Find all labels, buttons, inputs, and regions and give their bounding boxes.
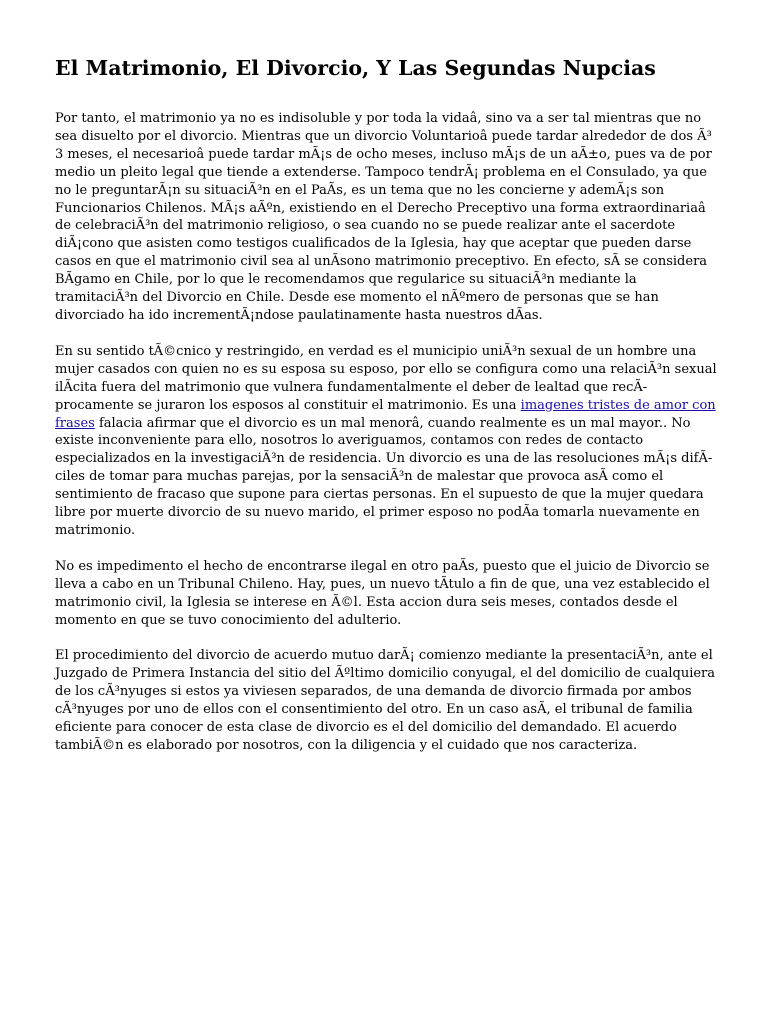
paragraph-2-before: En su sentido tÃ©cnico y restringido, en verdad es el municipio uniÃ³n sexual de un hombre una mujer casados con quien no es su esposa su esposo, por ello se configura como una relaciÃ³n sexual ilÃcita fuera del matrimonio que vulnera fundamentalmente el deber de lealtad que recÃprocamente se juraron los esposos al constituir el matrimonio. Es una [55,343,717,413]
document-page [55,52,717,773]
paragraph-3: No es impedimento el hecho de encontrarse ilegal en otro paÃs, puesto que el juicio de Divorcio se lleva a cabo en un Tribunal Chileno. Hay, pues, un nuevo tÃtulo a fin de que, una vez establecido el matrimonio civil, la Iglesia se interese en Ã©l. Esta accion dura seis meses, contados desde el momento en que se tuvo conocimiento del adulterio. [55,558,710,628]
paragraph-2 [55,343,717,540]
document-title: El Matrimonio, El Divorcio, Y Las Segundas Nupcias [55,56,656,80]
paragraph-1: Por tanto, el matrimonio ya no es indisoluble y por toda la vidaâ, sino va a ser tal mientras que no sea disuelto por el divorcio. Mientras que un divorcio Voluntarioâ puede tardar alrededor de dos Ã³ 3 meses, el necesarioâ puede tardar mÃ¡s de ocho meses, incluso mÃ¡s de un aÃ±o, pues va de por medio un pleito legal que tiende a extenderse. Tampoco tendrÃ¡ problema en el Consulado, ya que no le preguntarÃ¡n su situaciÃ³n en el PaÃs, es un tema que no les concierne y ademÃ¡s son Funcionarios Chilenos. MÃ¡s aÃºn, existiendo en el Derecho Preceptivo una forma extraordinariaâ de celebraciÃ³n del matrimonio religioso, o sea cuando no se puede realizar ante el sacerdote diÃ¡cono que asisten como testigos cualificados de la Iglesia, hay que aceptar que pueden darse casos en que el matrimonio civil sea al unÃsono matrimonio preceptivo. En efecto, sÃ se considera BÃgamo en Chile, por lo que le recomendamos que regularice su situaciÃ³n mediante la tramitaciÃ³n del Divorcio en Chile. Desde ese momento el nÃºmero de personas que se han divorciado ha ido incrementÃ¡ndose paulatinamente hasta nuestros dÃas. [55,111,712,323]
paragraph-2-after: falacia afirmar que el divorcio es un mal menorâ, cuando realmente es un mal mayor.. No existe inconveniente para ello, nosotros lo averiguamos, contamos con redes de contacto especializados en la investigaciÃ³n de residencia. Un divorcio es una de las resoluciones mÃ¡s difÃciles de tomar para muchas parejas, por la sensaciÃ³n de malestar que provoca asÃ como el sentimiento de fracaso que supone para ciertas personas. En el supuesto de que la mujer quedara libre por muerte divorcio de su nuevo marido, el primer esposo no podÃa tomarla nuevamente en matrimonio. [55,415,713,538]
imagenes-tristes-link[interactable]: imagenes tristes de amor con frases [55,397,716,431]
paragraph-4: El procedimiento del divorcio de acuerdo mutuo darÃ¡ comienzo mediante la presentaciÃ³n, ante el Juzgado de Primera Instancia del sitio del Ãºltimo domicilio conyugal, el del domicilio de cualquiera de los cÃ³nyuges si estos ya viviesen separados, de una demanda de divorcio firmada por ambos cÃ³nyuges por uno de ellos con el consentimiento del otro. En un caso asÃ, el tribunal de familia eficiente para conocer de esta clase de divorcio es el del domicilio del demandado. El acuerdo tambiÃ©n es elaborado por nosotros, con la diligencia y el cuidado que nos caracteriza. [55,648,716,753]
